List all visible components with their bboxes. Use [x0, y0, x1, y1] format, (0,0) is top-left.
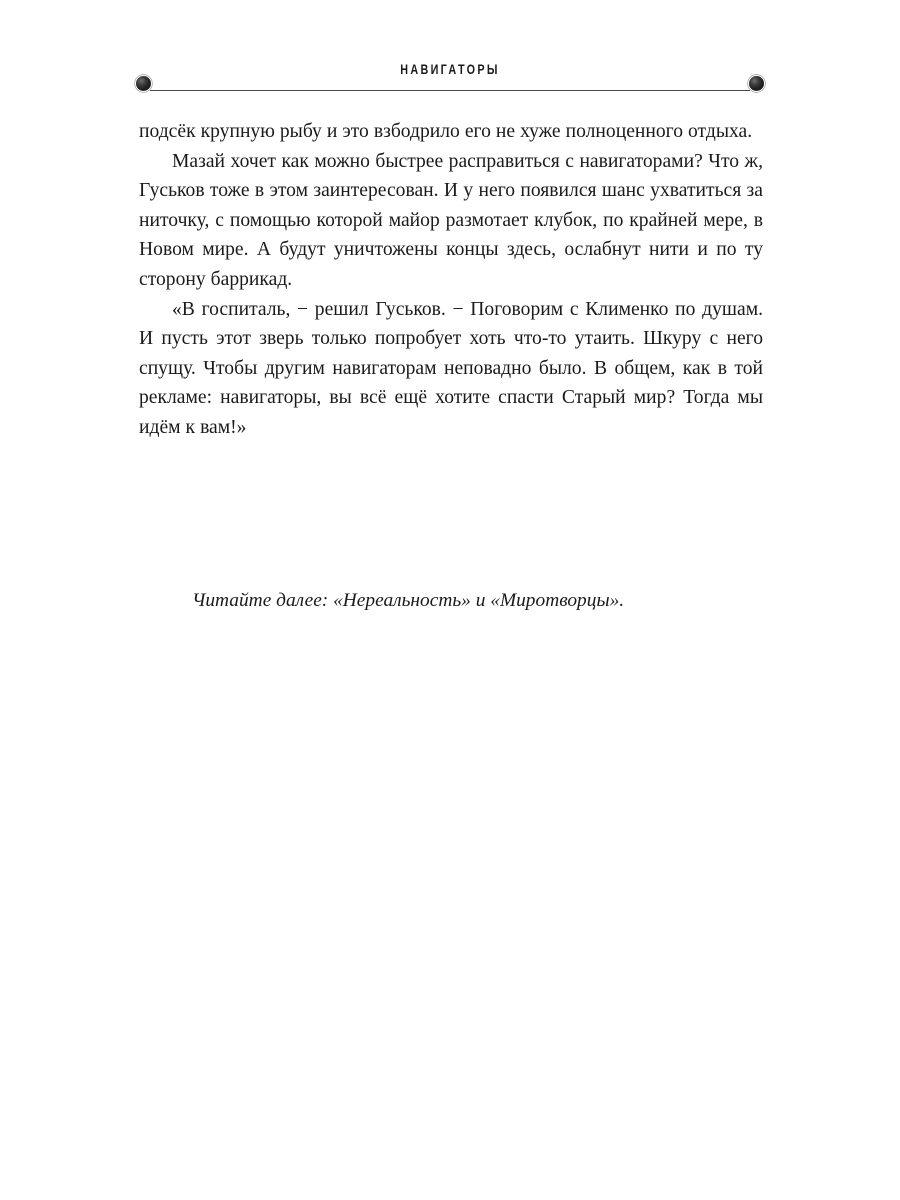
- closing-note: Читайте далее: «Нереальность» и «Миротворцы».: [192, 590, 625, 611]
- paragraph: «В госпиталь, − решил Гуськов. − Поговорим с Клименко по душам. И пусть этот зверь только попробует хоть что-то утаить. Шкуру с него спущу. Чтобы другим навигаторам неповадно было. В общем, как в той рекламе: навигаторы, вы всё ещё хотите спасти Старый мир? Тогда мы идём к вам!»: [139, 298, 763, 438]
- paragraph: подсёк крупную рыбу и это взбодрило его не хуже полноценного отдыха.: [139, 121, 753, 142]
- header-rule: [150, 90, 750, 91]
- circle-ornament-icon-right: [749, 76, 764, 91]
- paragraph: Мазай хочет как можно быстрее расправиться с навигаторами? Что ж, Гуськов тоже в этом заинтересован. И у него появился шанс ухватиться за ниточку, с помощью которой майор размотает клубок, по крайней мере, в Новом мире. А будут уничтожены концы здесь, ослабнут нити и по ту сторону баррикад.: [139, 150, 763, 290]
- circle-ornament-icon-left: [136, 76, 151, 91]
- running-header: [136, 62, 764, 98]
- running-header-title: НАВИГАТОРЫ: [400, 62, 500, 77]
- body-text-column: [139, 117, 763, 443]
